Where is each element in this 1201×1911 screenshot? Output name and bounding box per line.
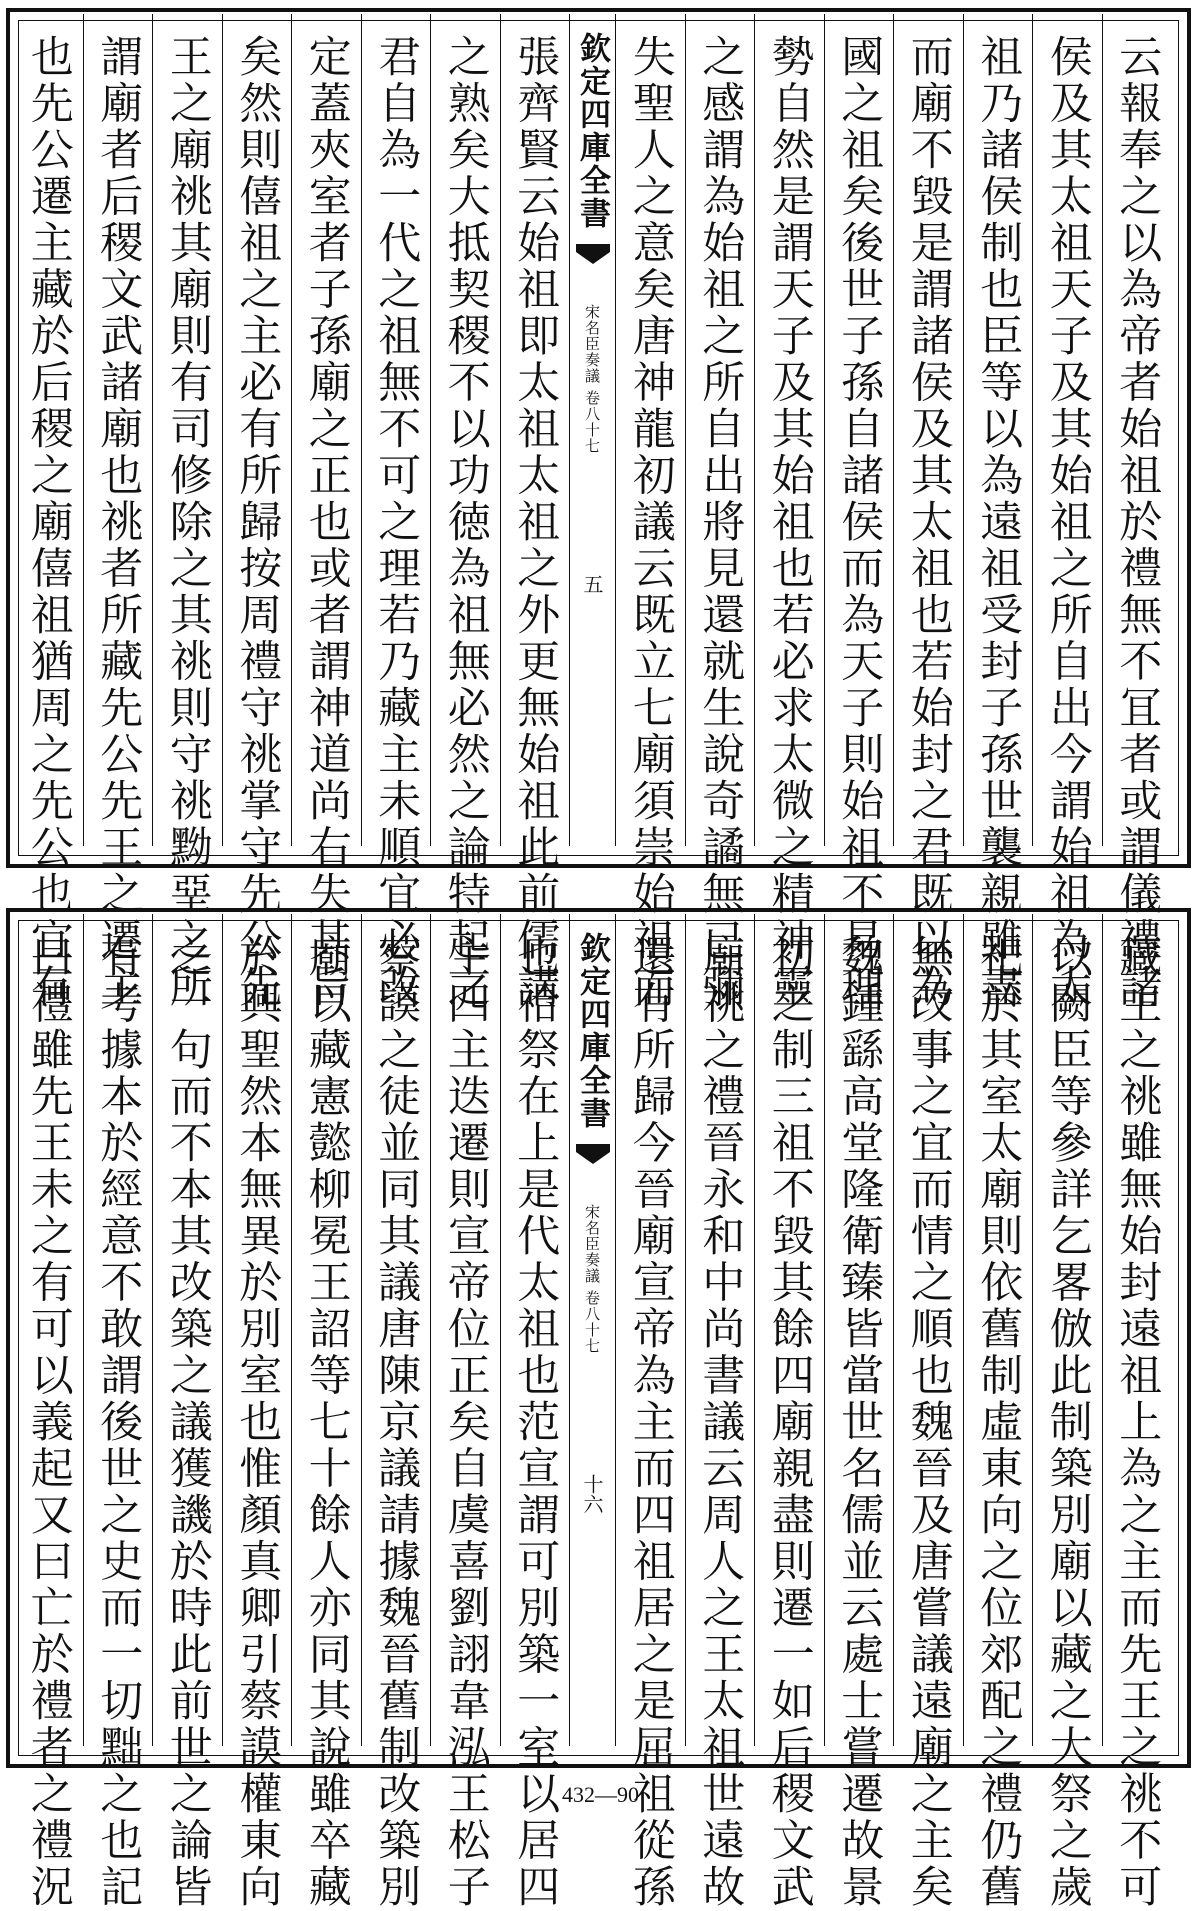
center-margin bbox=[569, 14, 615, 846]
book-title: 欽定四庫全書 bbox=[574, 32, 610, 230]
top-page-columns bbox=[14, 14, 1171, 1011]
text-column: 張齊賢云始祖即太祖太祖之外更無始祖此前儒講 bbox=[500, 14, 570, 846]
text-column: 蔡謨之徒並同其議唐陳京議請據魏晉舊制改築別 bbox=[361, 914, 431, 1746]
text-column: 而廟不毀是謂諸侯及其太祖也若始封之君既以為 bbox=[893, 14, 963, 846]
page-number: 十六 bbox=[580, 1474, 604, 1514]
text-column: 之感謂為始祖之所自出將見還就生說奇譎無已彌 bbox=[685, 14, 755, 846]
volume-label: 宋名臣奏議 卷八十七 bbox=[583, 304, 601, 454]
text-column: 國之祖矣後世子孫自諸侯而為天子則始祖不易理 bbox=[824, 14, 894, 846]
fish-tail-mark-icon bbox=[576, 1144, 610, 1164]
page-number: 五 bbox=[580, 574, 604, 594]
text-column: 廟祧之禮晉永和中尚書議云周人之王太祖世遠故 bbox=[685, 914, 755, 1746]
text-column: 謂廟者后稷文武諸廟也祧者所藏先公先王之遷主 bbox=[83, 14, 153, 846]
fish-tail-mark-icon bbox=[576, 244, 610, 264]
text-column: 之熟矣大抵契稷不以功徳為祖無必然之論特起之 bbox=[430, 14, 500, 846]
text-column: 矣然則僖祖之主必有所歸按周禮守祧掌守先公先 bbox=[222, 14, 292, 846]
text-column: 定蓋夾室者子孫廟之正也或者謂神道尚右失其旨 bbox=[291, 14, 361, 846]
text-column: 失聖人之意矣唐神龍初議云既立七廟須崇始祖而 bbox=[615, 14, 685, 846]
text-column: 祖乃諸侯制也臣等以為遠祖受封子孫世襲親雖盡 bbox=[963, 14, 1033, 846]
text-column: 無改事之宜而情之順也魏晉及唐嘗議遠廟之主矣 bbox=[893, 914, 963, 1746]
page-footer-number: 432—90 bbox=[562, 1782, 639, 1807]
text-column: 也祫祭在上是代太祖也范宣謂可別築一室以居四 bbox=[500, 914, 570, 1746]
text-column: 有考據本於經意不敢謂後世之史而一切黜之也記 bbox=[83, 914, 153, 1746]
text-column: 侯及其太祖天子及其始祖之所自出今謂始祖為太 bbox=[1032, 14, 1102, 846]
book-title: 欽定四庫全書 bbox=[574, 932, 610, 1130]
text-column: 魏鍾繇高堂隆衛臻皆當世名儒並云處士嘗遷故景 bbox=[824, 914, 894, 1746]
text-column: 於興聖然本無異於別室也惟顏真卿引蔡謨權東向 bbox=[222, 914, 292, 1746]
text-column: 曰禮雖先王未之有可以義起又曰亡於禮者之禮況 bbox=[23, 934, 74, 1911]
text-column: 云報奉之以為帝者始祖於禮無不冝者或謂儀禮諸 bbox=[1102, 14, 1172, 846]
text-column: 以闕臣等參詳乞畧倣此制築別廟以藏之大祭之歲 bbox=[1032, 914, 1102, 1746]
center-margin bbox=[569, 914, 615, 1746]
text-column: 君自為一代之祖無不可之理若乃藏主未順宜必改 bbox=[361, 14, 431, 846]
text-column: 藏主之祧雖無始封遠祖上為之主而先王之祧不可 bbox=[1102, 914, 1172, 1746]
text-column: 廟以藏憲懿柳冕王詔等七十餘人亦同其說雖卒藏 bbox=[291, 914, 361, 1746]
text-column: 初之制三祖不毀其餘四廟親盡則遷一如后稷文武 bbox=[754, 914, 824, 1746]
volume-label: 宋名臣奏議 卷八十七 bbox=[583, 1204, 601, 1354]
text-column: 王之廟祧其廟則有司修除之其祧則守祧黝堊之所 bbox=[152, 14, 222, 846]
text-column: 也先公遷主藏於后稷之廟僖祖猶周之先公也宜有 bbox=[23, 34, 74, 1011]
text-column: 之一句而不本其改築之議獲譏於時此前世之論皆 bbox=[152, 914, 222, 1746]
text-column: 勢自然是謂天子及其始祖也若必求太微之精神靈 bbox=[754, 14, 824, 846]
text-column: 主四主迭遷則宣帝位正矣自虞喜劉詡韋泓王松子 bbox=[430, 914, 500, 1746]
text-column: 還有所歸今晉廟宣帝為主而四祖居之是屈祖從孫 bbox=[615, 914, 685, 1746]
text-column: 祀於其室太廟則依舊制虛東向之位郊配之禮仍舊 bbox=[963, 914, 1033, 1746]
